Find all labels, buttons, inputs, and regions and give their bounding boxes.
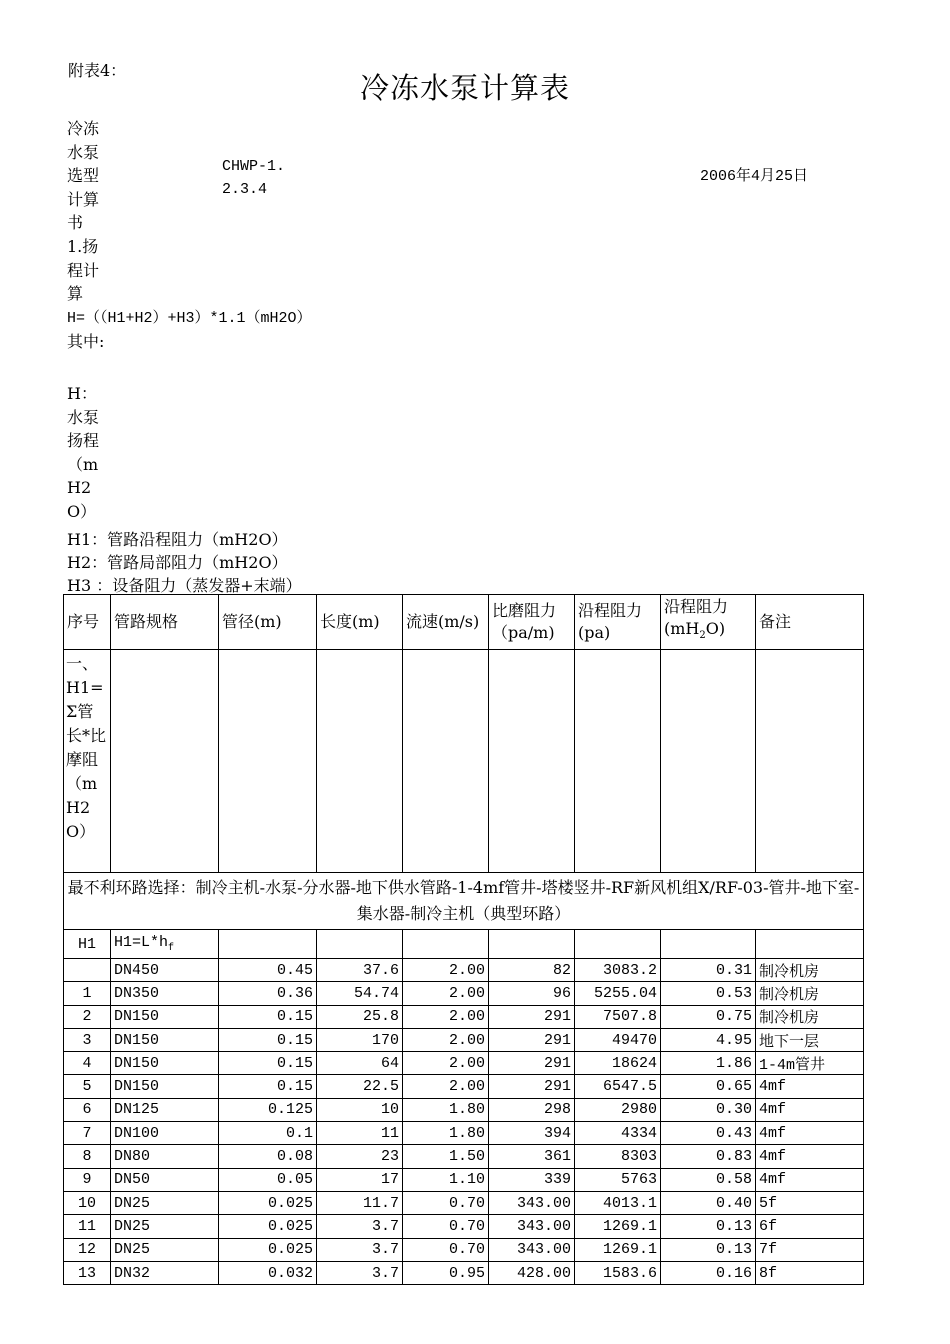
cell-loss-m: 0.13 (661, 1238, 756, 1261)
cell-loss-m: 0.31 (661, 959, 756, 982)
cell-no: 7 (64, 1122, 111, 1145)
cell-vel: 1.10 (403, 1168, 489, 1191)
h1-no: H1 (64, 930, 111, 959)
cell-spec: DN25 (111, 1191, 219, 1214)
cell-spec: DN25 (111, 1215, 219, 1238)
cell-len: 170 (317, 1028, 403, 1051)
header-note: 备注 (756, 595, 864, 650)
formula-text: H=（（H1+H2）+H3）*1.1（mH2O） (67, 310, 312, 327)
cell-dia: 0.025 (219, 1238, 317, 1261)
cell-note: 制冷机房 (756, 959, 864, 982)
table-row (64, 1005, 864, 1028)
cell-fric: 96 (489, 982, 575, 1005)
cell-dia: 0.08 (219, 1145, 317, 1168)
cell-len: 11 (317, 1122, 403, 1145)
cell-len: 37.6 (317, 959, 403, 982)
cell-fric: 339 (489, 1168, 575, 1191)
cell-no: 8 (64, 1145, 111, 1168)
header-diameter: 管径(m) (219, 595, 317, 650)
cell-loss-m: 0.65 (661, 1075, 756, 1098)
table-row (64, 1168, 864, 1191)
cell-note: 6f (756, 1215, 864, 1238)
cell-len: 3.7 (317, 1238, 403, 1261)
cell-fric: 343.00 (489, 1238, 575, 1261)
cell-spec: DN150 (111, 1075, 219, 1098)
cell-loss-m: 0.58 (661, 1168, 756, 1191)
subject-label: 冷冻水泵选型计算书 (67, 119, 100, 232)
cell-no: 5 (64, 1075, 111, 1098)
section-row (64, 650, 864, 873)
cell-vel: 2.00 (403, 982, 489, 1005)
cell-loss-pa: 1269.1 (575, 1238, 661, 1261)
cell-dia: 0.125 (219, 1098, 317, 1121)
cell-no: 13 (64, 1261, 111, 1284)
cell-loss-m: 1.86 (661, 1052, 756, 1075)
cell-no: 1 (64, 982, 111, 1005)
where-label: 其中: (67, 332, 105, 351)
cell-loss-m: 0.75 (661, 1005, 756, 1028)
cell-no: 10 (64, 1191, 111, 1214)
cell-no: 9 (64, 1168, 111, 1191)
cell-loss-m: 0.13 (661, 1215, 756, 1238)
appendix-label: 附表4： (68, 61, 127, 80)
table-row (64, 1122, 864, 1145)
h1-row (64, 930, 864, 959)
h2-definition: H2：管路局部阻力（mH2O） (67, 553, 288, 572)
cell-no: 4 (64, 1052, 111, 1075)
cell-fric: 298 (489, 1098, 575, 1121)
cell-vel: 2.00 (403, 1005, 489, 1028)
table-row (64, 1052, 864, 1075)
cell-vel: 1.80 (403, 1098, 489, 1121)
cell-note: 7f (756, 1238, 864, 1261)
h1-formula-pre: H1=L*h (114, 934, 169, 951)
header-velocity: 流速(m/s) (403, 595, 489, 650)
cell-dia: 0.45 (219, 959, 317, 982)
cell-note: 4mf (756, 1122, 864, 1145)
cell-note: 4mf (756, 1168, 864, 1191)
cell-spec: DN50 (111, 1168, 219, 1191)
cell-len: 25.8 (317, 1005, 403, 1028)
section-label: 一、H1=Σ管长*比摩阻（mH2O） (64, 650, 111, 873)
cell-spec: DN350 (111, 982, 219, 1005)
cell-loss-pa: 49470 (575, 1028, 661, 1051)
cell-spec: DN32 (111, 1261, 219, 1284)
cell-spec: DN150 (111, 1052, 219, 1075)
cell-fric: 291 (489, 1052, 575, 1075)
table-row (64, 1215, 864, 1238)
cell-loss-pa: 5763 (575, 1168, 661, 1191)
cell-note: 1-4m管井 (756, 1052, 864, 1075)
cell-note: 地下一层 (756, 1028, 864, 1051)
cell-spec: DN450 (111, 959, 219, 982)
cell-loss-pa: 5255.04 (575, 982, 661, 1005)
page-title: 冷冻水泵计算表 (359, 71, 570, 105)
cell-spec: DN25 (111, 1238, 219, 1261)
cell-note: 5f (756, 1191, 864, 1214)
cell-note: 制冷机房 (756, 982, 864, 1005)
date-label: 2006年4月25日 (700, 168, 809, 185)
cell-fric: 428.00 (489, 1261, 575, 1284)
cell-vel: 0.95 (403, 1261, 489, 1284)
cell-spec: DN150 (111, 1028, 219, 1051)
h3-definition: H3 ：设备阻力（蒸发器+末端） (67, 576, 302, 595)
cell-vel: 0.70 (403, 1238, 489, 1261)
cell-no: 2 (64, 1005, 111, 1028)
cell-no: 11 (64, 1215, 111, 1238)
cell-loss-pa: 1269.1 (575, 1215, 661, 1238)
cell-spec: DN150 (111, 1005, 219, 1028)
cell-fric: 343.00 (489, 1215, 575, 1238)
cell-loss-pa: 18624 (575, 1052, 661, 1075)
cell-dia: 0.025 (219, 1191, 317, 1214)
cell-loss-m: 0.16 (661, 1261, 756, 1284)
cell-len: 64 (317, 1052, 403, 1075)
cell-spec: DN100 (111, 1122, 219, 1145)
cell-len: 22.5 (317, 1075, 403, 1098)
header-spec: 管路规格 (111, 595, 219, 650)
cell-note: 4mf (756, 1098, 864, 1121)
cell-len: 11.7 (317, 1191, 403, 1214)
cell-len: 17 (317, 1168, 403, 1191)
cell-vel: 2.00 (403, 1075, 489, 1098)
table-row (64, 1191, 864, 1214)
data-rows (64, 959, 864, 1285)
cell-loss-pa: 8303 (575, 1145, 661, 1168)
cell-len: 23 (317, 1145, 403, 1168)
table-row (64, 982, 864, 1005)
cell-loss-pa: 3083.2 (575, 959, 661, 982)
cell-loss-pa: 1583.6 (575, 1261, 661, 1284)
cell-no: 3 (64, 1028, 111, 1051)
cell-loss-m: 0.43 (661, 1122, 756, 1145)
cell-loss-pa: 7507.8 (575, 1005, 661, 1028)
cell-vel: 1.50 (403, 1145, 489, 1168)
header-loss-m-post: O) (705, 619, 726, 639)
h1-formula (111, 930, 219, 959)
header-loss-m (661, 595, 756, 650)
calculation-table (63, 594, 864, 1285)
cell-vel: 0.70 (403, 1191, 489, 1214)
cell-fric: 291 (489, 1075, 575, 1098)
cell-loss-m: 0.83 (661, 1145, 756, 1168)
cell-dia: 0.15 (219, 1052, 317, 1075)
cell-note: 8f (756, 1261, 864, 1284)
cell-note: 制冷机房 (756, 1005, 864, 1028)
cell-len: 3.7 (317, 1215, 403, 1238)
header-no: 序号 (64, 595, 111, 650)
header-loss-m-sub: 2 (699, 630, 706, 642)
h1-definition: H1：管路沿程阻力（mH2O） (67, 530, 288, 549)
cell-spec: DN125 (111, 1098, 219, 1121)
cell-fric: 394 (489, 1122, 575, 1145)
cell-no: 12 (64, 1238, 111, 1261)
cell-note: 4mf (756, 1075, 864, 1098)
cell-vel: 2.00 (403, 959, 489, 982)
cell-dia: 0.15 (219, 1028, 317, 1051)
path-row (64, 873, 864, 930)
cell-loss-pa: 4334 (575, 1122, 661, 1145)
header-length: 长度(m) (317, 595, 403, 650)
cell-dia: 0.15 (219, 1005, 317, 1028)
cell-dia: 0.05 (219, 1168, 317, 1191)
cell-fric: 343.00 (489, 1191, 575, 1214)
cell-vel: 2.00 (403, 1052, 489, 1075)
table-row (64, 1075, 864, 1098)
cell-fric: 82 (489, 959, 575, 982)
cell-loss-pa: 6547.5 (575, 1075, 661, 1098)
cell-vel: 0.70 (403, 1215, 489, 1238)
cell-dia: 0.032 (219, 1261, 317, 1284)
cell-len: 54.74 (317, 982, 403, 1005)
cell-fric: 291 (489, 1028, 575, 1051)
table-row (64, 1145, 864, 1168)
cell-note: 4mf (756, 1145, 864, 1168)
cell-len: 10 (317, 1098, 403, 1121)
cell-fric: 291 (489, 1005, 575, 1028)
cell-dia: 0.36 (219, 982, 317, 1005)
table-row (64, 1098, 864, 1121)
cell-dia: 0.025 (219, 1215, 317, 1238)
header-loss-pa: 沿程阻力(pa) (575, 595, 661, 650)
cell-spec: DN80 (111, 1145, 219, 1168)
h1-formula-sub: f (168, 943, 175, 954)
cell-vel: 1.80 (403, 1122, 489, 1145)
cell-loss-pa: 4013.1 (575, 1191, 661, 1214)
header-row (64, 595, 864, 650)
code-label: CHWP-1.2.3.4 (222, 158, 286, 198)
h-definition: H：水泵扬程（mH2O） (67, 384, 100, 521)
cell-vel: 2.00 (403, 1028, 489, 1051)
cell-loss-m: 0.30 (661, 1098, 756, 1121)
cell-no: 6 (64, 1098, 111, 1121)
cell-len: 3.7 (317, 1261, 403, 1284)
cell-loss-m: 0.40 (661, 1191, 756, 1214)
table-row (64, 959, 864, 982)
header-loss-m-pre: 沿程阻力(mH (664, 597, 729, 639)
section-heading (67, 235, 111, 306)
table-row (64, 1028, 864, 1051)
cell-dia: 0.1 (219, 1122, 317, 1145)
cell-fric: 361 (489, 1145, 575, 1168)
cell-loss-m: 0.53 (661, 982, 756, 1005)
section-heading-text: 1.扬程计算 (67, 237, 100, 303)
path-description: 最不利环路选择：制冷主机-水泵-分水器-地下供水管路-1-4mf管井-塔楼竖井-RF新风机组X/RF-03-管井-地下室-集水器-制冷主机（典型环路） (64, 873, 864, 930)
table-row (64, 1261, 864, 1284)
cell-loss-m: 4.95 (661, 1028, 756, 1051)
cell-dia: 0.15 (219, 1075, 317, 1098)
cell-no (64, 959, 111, 982)
header-friction: 比磨阻力（pa/m) (489, 595, 575, 650)
table-row (64, 1238, 864, 1261)
cell-loss-pa: 2980 (575, 1098, 661, 1121)
